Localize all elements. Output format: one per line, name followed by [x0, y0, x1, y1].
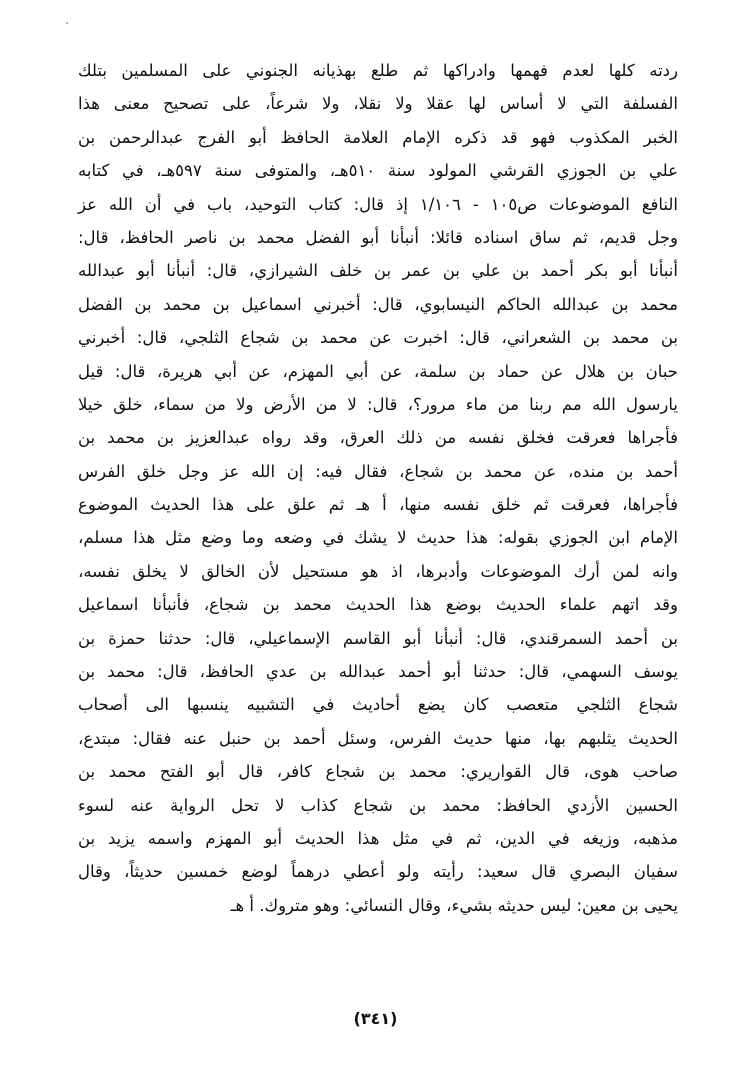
text-line-21: الحديث يثلبهم بها، منها حديث الفرس، وسئل أحمد بن حنبل عنه فقال: مبتدع، — [78, 728, 678, 748]
text-line-7: أنبأنا أبو بكر أحمد بن علي بن عمر بن خلف الشيرازي، قال: أنبأنا أبو عبدالله — [78, 261, 678, 281]
text-line-4: علي بن الجوزي القرشي المولود سنة ٥١٠هـ، والمتوفى سنة ٥٩٧هـ، في كتابه — [78, 161, 678, 181]
text-line-14: فأجراها، فعرقت ثم خلق نفسه منها، أ هـ ثم علق على هذا الحديث الموضوع — [78, 495, 678, 515]
text-line-11: يارسول الله مم ربنا من ماء مرور؟، قال: لا من الأرض ولا من سماء، خلق خيلا — [78, 394, 678, 414]
text-line-1: ردته كلها لعدم فهمها وادراكها ثم طلع بهذيانه الجنوني على المسلمين بتلك — [78, 61, 678, 80]
text-line-2: الفسلفة التي لا أساس لها عقلا ولا نقلا، ولا شرعاً، على تصحيح معنى هذا — [78, 94, 678, 114]
text-line-6: وجل قديم، ثم ساق اسناده قائلا: أنبأنا أبو الفضل محمد بن ناصر الحافظ، قال: — [78, 227, 678, 247]
text-line-8: محمد بن عبدالله الحاكم النيسابوي، قال: أخبرني اسماعيل بن محمد بن الفضل — [78, 294, 678, 314]
text-line-9: بن محمد بن الشعراني، قال: اخبرت عن محمد بن شجاع الثلجي، قال: أخبرني — [78, 328, 678, 348]
text-line-12: فأجراها فعرقت فخلق نفسه من ذلك العرق، وقد رواه عبدالعزيز بن محمد بن — [78, 428, 678, 448]
text-line-24: مذهبه، وزيغه في الدين، ثم في مثل هذا الحديث أبو المهزم واسمه يزيد بن — [78, 828, 678, 848]
text-line-3: الخبر المكذوب فهو قد ذكره الإمام العلامة الحافظ أبو الفرج عبدالرحمن بن — [78, 127, 678, 147]
text-line-26: يحيى بن معين: ليس حديثه بشيء، وقال النسائي: وهو متروك. أ هـ — [230, 895, 678, 915]
scan-speck — [66, 22, 68, 24]
text-line-19: يوسف السهمي، قال: حدثنا أبو أحمد عبدالله بن عدي الحافظ، قال: محمد بن — [78, 662, 678, 682]
text-line-22: صاحب هوى، قال القواريري: محمد بن شجاع كافر، قال أبو الفتح محمد بن — [78, 762, 678, 782]
text-line-18: بن أحمد السمرقندي، قال: أنبأنا أبو القاسم الإسماعيلي، قال: حدثنا حمزة بن — [78, 628, 678, 648]
text-line-25: سفيان البصري قال سعيد: رأيته ولو أعطي درهماً لوضع خمسين حديثاً، وقال — [78, 862, 678, 882]
text-line-23: الحسين الأزدي الحافظ: محمد بن شجاع كذاب لا تحل الرواية عنه لسوء — [78, 795, 678, 815]
page-number: (٣٤١) — [353, 1009, 398, 1028]
text-line-15: الإمام ابن الجوزي بقوله: هذا حديث لا يشك في وضعه وما وضع مثل هذا مسلم، — [78, 528, 678, 548]
text-line-10: حبان بن هلال عن حماد بن سلمة، عن أبي المهزم، عن أبي هريرة، قال: قيل — [78, 361, 678, 381]
text-line-13: أحمد بن منده، عن محمد بن شجاع، فقال فيه: إن الله عز وجل خلق الفرس — [78, 461, 678, 481]
text-line-17: وقد اتهم علماء الحديث بوضع هذا الحديث محمد بن شجاع، فأنبأنا اسماعيل — [78, 595, 678, 615]
text-line-16: وانه لمن أرك الموضوعات وأدبرها، اذ هو مستحيل لأن الخالق لا يخلق نفسه، — [78, 561, 678, 581]
body-text — [78, 54, 678, 922]
text-line-5: النافع الموضوعات ص١٠٥ - ١/١٠٦ إذ قال: كتاب التوحيد، باب في أن الله عز — [78, 194, 678, 214]
text-line-20: شجاع الثلجي متعصب كان يضع أحاديث في التشبيه ينسبها الى أصحاب — [78, 695, 678, 715]
